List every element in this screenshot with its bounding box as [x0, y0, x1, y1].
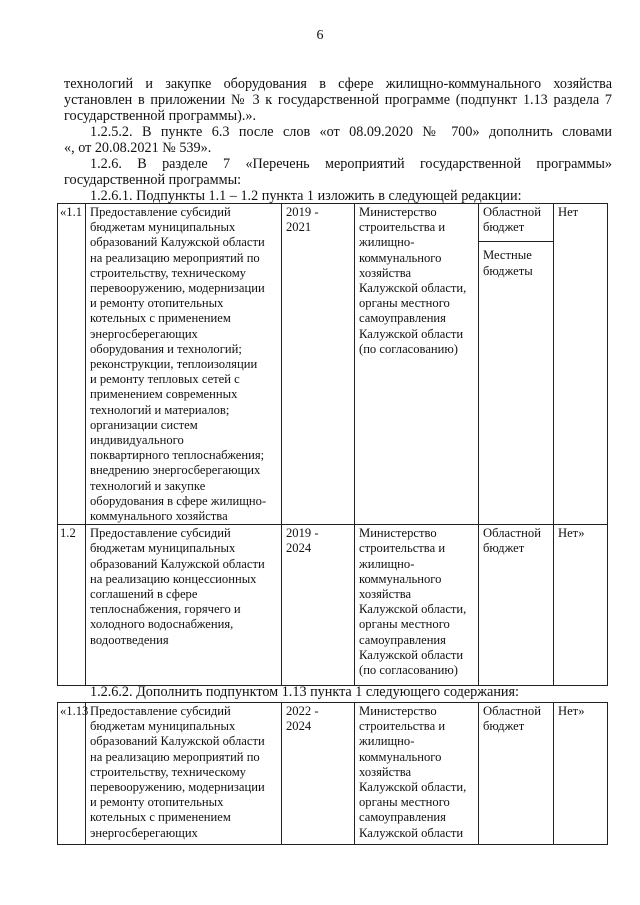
intro-line: технологий и закупке оборудования в сфере жилищно-коммунального хозяйства — [64, 76, 612, 92]
implementation-period: 2019 - 2024 — [282, 525, 355, 686]
flag-cell: Нет — [554, 204, 608, 525]
funding-source: Областной бюджет — [479, 703, 554, 845]
page-number: 6 — [316, 28, 324, 43]
measure-description: Предоставление субсидий бюджетам муниципальных образований Калужской области на реализацию концессионных соглашений в сфере теплоснабжения, горячего и холодного водоснабжения, водоотведения — [86, 525, 282, 686]
row-number: 1.2 — [58, 525, 86, 686]
executor: Министерство строительства и жилищно- коммунального хозяйства Калужской области, органы местного самоуправления Калужской области — [355, 703, 479, 845]
funding-source — [479, 204, 554, 525]
row-number: «1.1 — [58, 204, 86, 525]
measures-table-1 — [57, 203, 608, 686]
intro-line: «, от 20.08.2021 № 539». — [64, 140, 212, 156]
funding-source-regional: Областной бюджет — [479, 205, 553, 242]
intro-line: государственной программы).». — [64, 108, 257, 124]
measures-table-2 — [57, 702, 608, 845]
row-number: «1.13 — [58, 703, 86, 845]
implementation-period: 2019 - 2021 — [282, 204, 355, 525]
funding-source: Областной бюджет — [479, 525, 554, 686]
intro-line: 1.2.6.1. Подпункты 1.1 – 1.2 пункта 1 изложить в следующей редакции: — [90, 188, 522, 204]
table-row — [58, 525, 608, 686]
intro-line: государственной программы: — [64, 172, 242, 188]
flag-cell: Нет» — [554, 525, 608, 686]
implementation-period: 2022 - 2024 — [282, 703, 355, 845]
mid-line: 1.2.6.2. Дополнить подпунктом 1.13 пункта 1 следующего содержания: — [90, 684, 519, 700]
intro-line: 1.2.6. В разделе 7 «Перечень мероприятий государственной программы» — [90, 156, 612, 172]
executor: Министерство строительства и жилищно- коммунального хозяйства Калужской области, органы местного самоуправления Калужской области (по согласованию) — [355, 204, 479, 525]
flag-cell: Нет» — [554, 703, 608, 845]
mid-text — [90, 684, 610, 700]
measure-description: Предоставление субсидий бюджетам муниципальных образований Калужской области на реализацию мероприятий по строительству, техническому перевооружению, модернизации и ремонту отопительных котельных с применением энергосберегающих оборудования и технологий; реконструкции, теплоизоляции и ремонту тепловых сетей с применением современных технологий и материалов; организации систем индивидуального поквартирного теплоснабжения; внедрению энергосберегающих технологий и закупке оборудования в сфере жилищно- коммунального хозяйства — [86, 204, 282, 525]
intro-line: установлен в приложении № 3 к государственной программе (подпункт 1.13 раздела 7 — [64, 92, 612, 108]
executor: Министерство строительства и жилищно- коммунального хозяйства Калужской области, органы местного самоуправления Калужской области (по согласованию) — [355, 525, 479, 686]
intro-line: 1.2.5.2. В пункте 6.3 после слов «от 08.09.2020 № 700» дополнить словами — [90, 124, 612, 140]
measure-description: Предоставление субсидий бюджетам муниципальных образований Калужской области на реализацию мероприятий по строительству, техническому перевооружению, модернизации и ремонту отопительных котельных с применением энергосберегающих — [86, 703, 282, 845]
funding-source-local: Местные бюджеты — [483, 248, 533, 278]
table-row — [58, 703, 608, 845]
table-row — [58, 204, 608, 525]
intro-text — [64, 76, 612, 204]
